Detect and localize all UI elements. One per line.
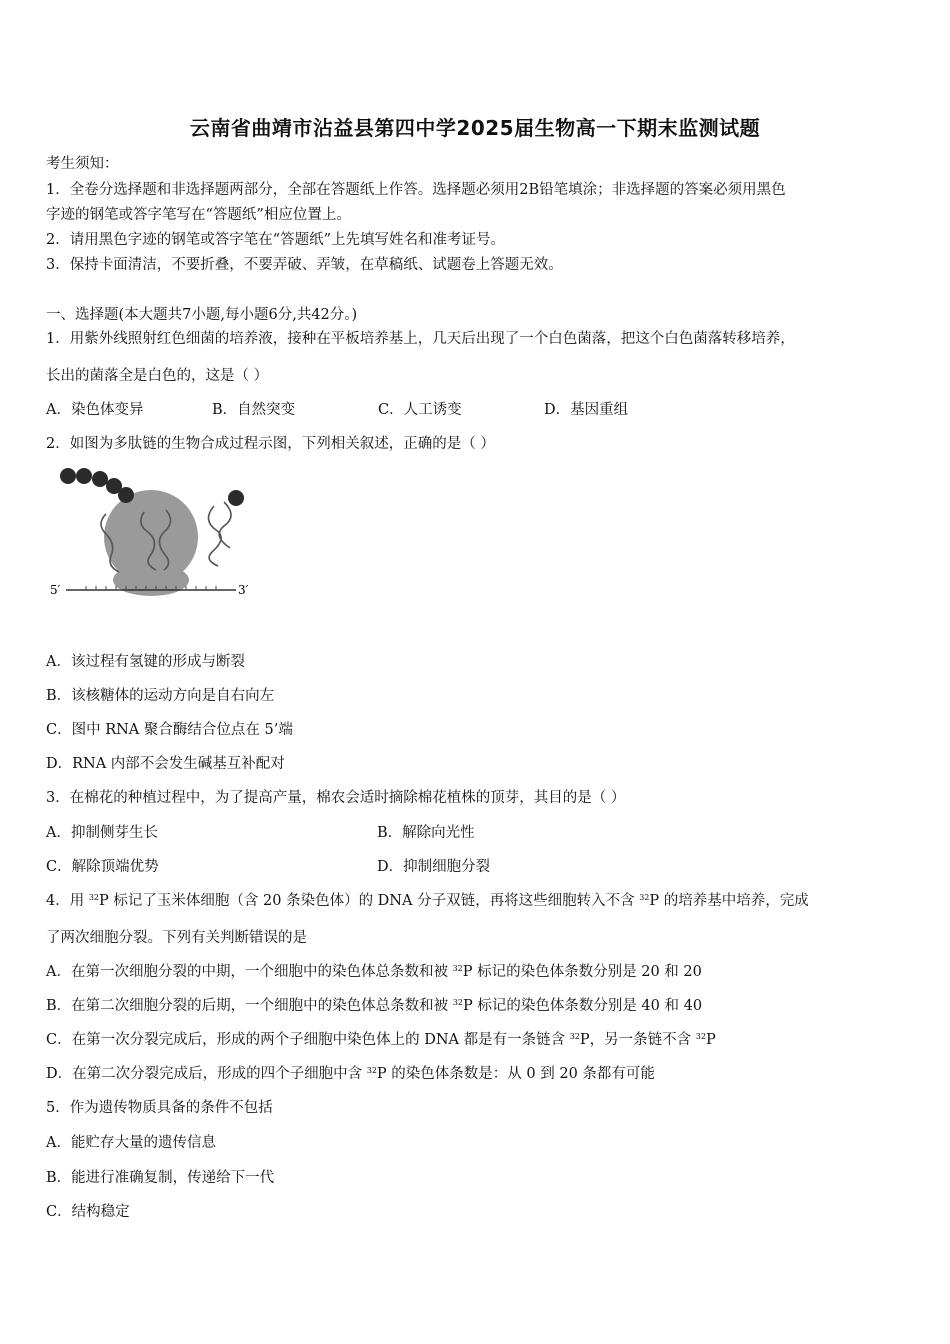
question-4-option-b: B．在第二次细胞分裂的后期，一个细胞中的染色体总条数和被 $^{32}$P 标记的染色体条数分别是 40 和 40 — [46, 998, 703, 1014]
notice-heading: 考生须知： — [46, 156, 119, 172]
question-4-option-d: D．在第二次分裂完成后，形成的四个子细胞中含 $^{32}$P 的染色体条数是：从 0 到 20 条都有可能 — [46, 1066, 655, 1082]
question-4-stem: 4．用 $^{32}$P 标记了玉米体细胞（含 20 条染色体）的 DNA 分子双链，再将这些细胞转入不含 $^{32}$P 的培养基中培养，完成 — [46, 893, 809, 909]
question-5-option-c: C．结构稳定 — [46, 1204, 130, 1220]
question-2-option-d: D．RNA 内部不会发生碱基互补配对 — [46, 756, 285, 772]
option-d: D．基因重组 — [544, 402, 629, 418]
option-b: B．解除向光性 — [377, 825, 475, 841]
option-c: C．解除顶端优势 — [46, 859, 159, 875]
question-1-stem-cont: 长出的菌落全是白色的，这是（ ） — [46, 368, 269, 384]
question-2-stem: 2．如图为多肽链的生物合成过程示图，下列相关叙述，正确的是（ ） — [46, 436, 495, 452]
option-c: C．人工诱变 — [378, 402, 462, 418]
question-2-option-b: B．该核糖体的运动方向是自右向左 — [46, 688, 275, 704]
question-5-option-a: A．能贮存大量的遗传信息 — [46, 1135, 216, 1151]
question-1-stem: 1．用紫外线照射红色细菌的培养液，接种在平板培养基上，几天后出现了一个白色菌落，把这个白色菌落转移培养， — [46, 331, 795, 347]
option-a: A．染色体变异 — [46, 402, 144, 418]
question-3-options-row1 — [46, 821, 475, 842]
section-heading: 一、选择题(本大题共7小题,每小题6分,共42分。) — [46, 307, 358, 323]
question-3-options-row2 — [46, 855, 490, 876]
question-5-stem: 5．作为遗传物质具备的条件不包括 — [46, 1100, 273, 1116]
label-3-prime: 3′ — [238, 583, 249, 597]
question-2-option-a: A．该过程有氢键的形成与断裂 — [46, 654, 245, 670]
option-a: A．抑制侧芽生长 — [46, 825, 158, 841]
notice-item: 3．保持卡面清洁，不要折叠，不要弄破、弄皱，在草稿纸、试题卷上答题无效。 — [46, 257, 563, 273]
question-4-option-a: A．在第一次细胞分裂的中期，一个细胞中的染色体总条数和被 $^{32}$P 标记的染色体条数分别是 20 和 20 — [46, 964, 702, 980]
label-5-prime: 5′ — [50, 583, 61, 597]
question-3-stem: 3．在棉花的种植过程中，为了提高产量，棉农会适时摘除棉花植株的顶芽，其目的是（ ） — [46, 790, 626, 806]
question-2-option-c: C．图中 RNA 聚合酶结合位点在 5’端 — [46, 722, 293, 738]
question-1-options — [46, 398, 628, 419]
option-d: D．抑制细胞分裂 — [377, 859, 491, 875]
question-4-option-c: C．在第一次分裂完成后，形成的两个子细胞中染色体上的 DNA 都是有一条链含 $^{32}$P，另一条链不含 $^{32}$P — [46, 1032, 716, 1048]
notice-item: 2．请用黑色字迹的钢笔或答字笔在“答题纸”上先填写姓名和准考证号。 — [46, 232, 506, 248]
question-4-stem-cont: 了两次细胞分裂。下列有关判断错误的是 — [46, 930, 307, 946]
question-5-option-b: B．能进行准确复制，传递给下一代 — [46, 1170, 275, 1186]
option-b: B．自然突变 — [212, 402, 296, 418]
notice-item: 字迹的钢笔或答字笔写在“答题纸”相应位置上。 — [46, 207, 351, 223]
notice-item: 1．全卷分选择题和非选择题两部分，全部在答题纸上作答。选择题必须用2B铅笔填涂；非选择题的答案必须用黑色 — [46, 182, 786, 198]
translation-diagram — [46, 462, 266, 612]
ribosome-icon — [104, 490, 198, 596]
page-title: 云南省曲靖市沾益县第四中学2025届生物高一下期末监测试题 — [189, 116, 761, 140]
